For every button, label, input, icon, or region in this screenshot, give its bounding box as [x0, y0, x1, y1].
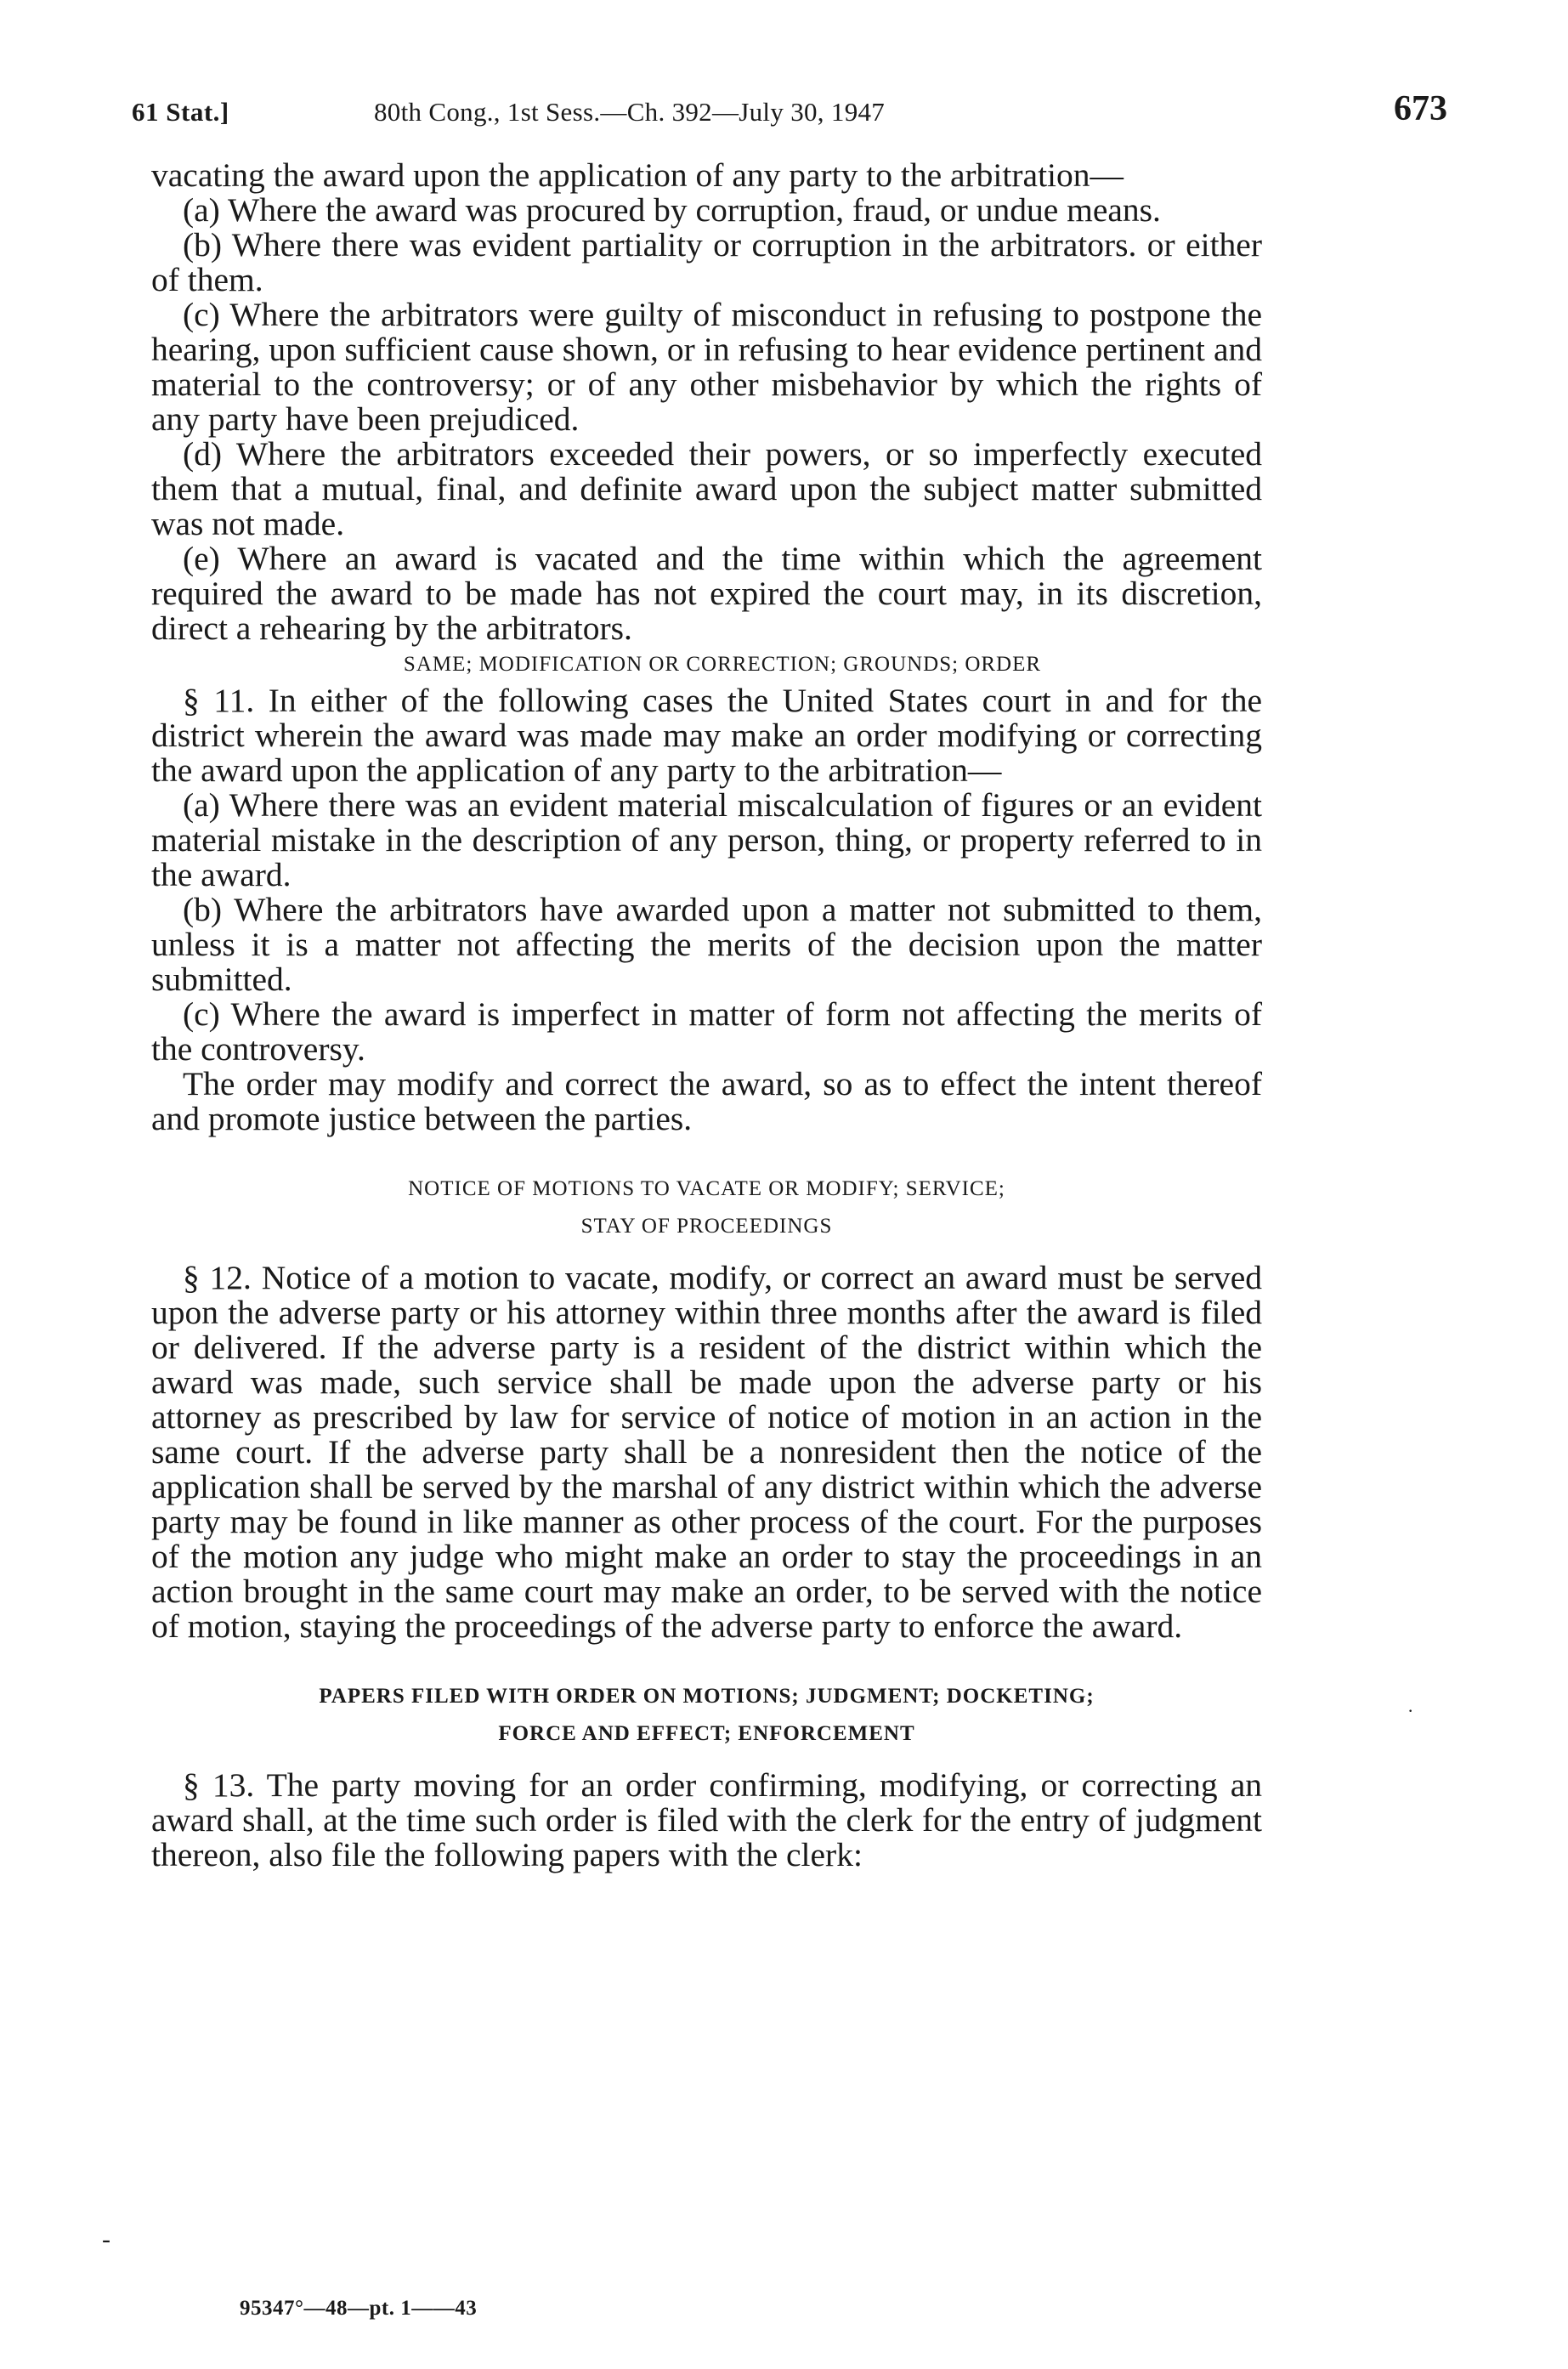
clause-e: (e) Where an award is vacated and the time within which the agreement required the award to be made has not expired the court may, in its discretion, direct a rehearing by the arbitrators.: [151, 540, 1262, 647]
section-13-text: § 13. The party moving for an order confirming, modifying, or correcting an award shall, at the time such order is filed with the clerk for the entry of judgment thereon, also file the following papers with the clerk:: [151, 1766, 1262, 1873]
clause-b: (b) Where there was evident partiality or corruption in the arbitrators. or either of them.: [151, 226, 1262, 298]
margin-dash-mark: -: [102, 2225, 110, 2253]
running-head: [132, 78, 1447, 138]
section-12-heading-line-2: STAY OF PROCEEDINGS: [580, 1215, 833, 1238]
clause-c: (c) Where the arbitrators were guilty of misconduct in refusing to postpone the hearing, upon sufficient cause shown, or in refusing to hear evidence pertinent and material to the controversy; or of any other misbehavior by which the rights of any party have been prejudiced.: [151, 296, 1262, 438]
section-11-closing: The order may modify and correct the award, so as to effect the intent thereof and promote justice between the parties.: [151, 1065, 1262, 1137]
section-12-text: § 12. Notice of a motion to vacate, modify, or correct an award must be served upon the adverse party or his attorney within three months after the award is filed or delivered. If the adverse party is a resident of the district within which the award was made, such service shall be made upon the adverse party or his attorney as prescribed by law for service of notice of motion in an action in the same court. If the adverse party shall be a nonresident then the notice of the application shall be served by the marshal of any district within which the adverse party may be found in like manner as other process of the court. For the purposes of the motion any judge who might make an order to stay the proceedings in an action brought in the same court may make an order, to be served with the notice of motion, staying the proceedings of the adverse party to enforce the award.: [151, 1259, 1262, 1645]
section-12-heading: [151, 1170, 1262, 1245]
page-number: 673: [1394, 89, 1447, 128]
section-13-heading-line-1: PAPERS FILED WITH ORDER ON MOTIONS; JUDGMENT; DOCKETING;: [319, 1685, 1095, 1708]
section-13-heading-line-2: FORCE AND EFFECT; ENFORCEMENT: [498, 1722, 915, 1745]
section-13-heading: [151, 1678, 1262, 1753]
section-11-clause-c: (c) Where the award is imperfect in matter of form not affecting the merits of the controversy.: [151, 995, 1262, 1068]
continued-paragraph: vacating the award upon the application of any party to the arbitration—: [151, 156, 1124, 194]
section-11-intro: § 11. In either of the following cases the United States court in and for the district wherein the award was made may make an order modifying or correcting the award upon the application of any party to the arbitration—: [151, 682, 1262, 789]
print-code-footer: 95347°—48—pt. 1——43: [240, 2297, 478, 2320]
section-11-clause-b: (b) Where the arbitrators have awarded upon a matter not submitted to them, unless it is a matter not affecting the merits of the decision upon the matter submitted.: [151, 891, 1262, 998]
section-11-clause-a: (a) Where there was an evident material miscalculation of figures or an evident material mistake in the description of any person, thing, or property referred to in the award.: [151, 786, 1262, 893]
statute-volume-label: 61 Stat.]: [132, 97, 229, 127]
margin-dot-mark: ·: [1407, 1700, 1414, 1721]
section-11-heading: SAME; MODIFICATION OR CORRECTION; GROUNDS; ORDER: [403, 653, 1042, 676]
page-body: [151, 158, 1262, 1873]
clause-d: (d) Where the arbitrators exceeded their powers, or so imperfectly executed them that a mutual, final, and definite award upon the subject matter submitted was not made.: [151, 435, 1262, 542]
session-chapter-date: 80th Cong., 1st Sess.—Ch. 392—July 30, 1947: [374, 97, 886, 127]
section-12-heading-line-1: NOTICE OF MOTIONS TO VACATE OR MODIFY; SERVICE;: [408, 1177, 1005, 1200]
clause-a: (a) Where the award was procured by corruption, fraud, or undue means.: [183, 191, 1161, 229]
